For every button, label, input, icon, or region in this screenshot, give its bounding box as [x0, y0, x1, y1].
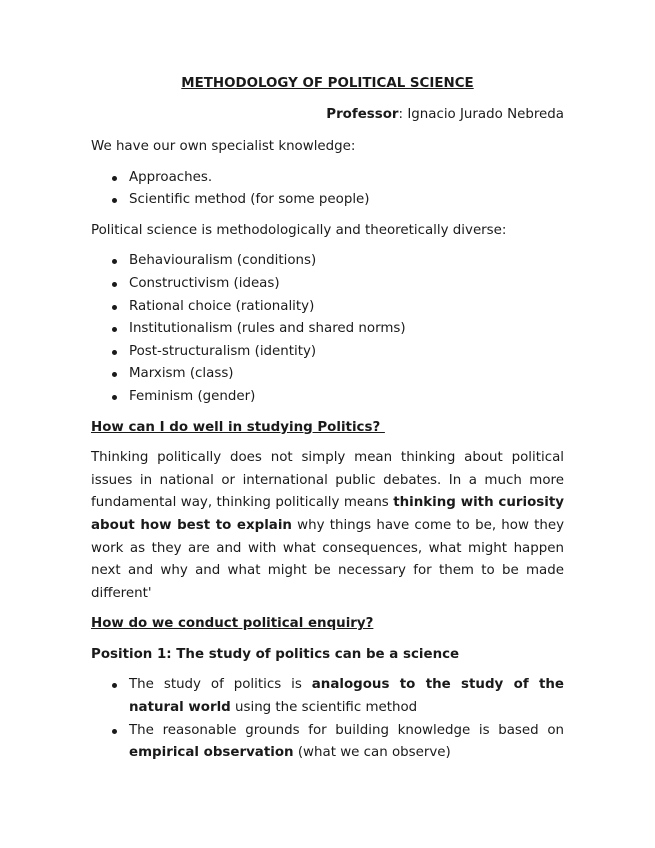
document-title: METHODOLOGY OF POLITICAL SCIENCE	[181, 76, 474, 91]
professor-line	[91, 105, 564, 127]
item-text: The reasonable grounds for building knowledge is based on	[129, 722, 564, 738]
item-emphasis: analogous to the study of the natural world	[129, 677, 564, 716]
list-item: Constructivism (ideas)	[91, 273, 564, 296]
position-1-list	[91, 674, 564, 764]
item-text: The study of politics is	[129, 677, 312, 693]
thinking-text-1: Thinking politically does not simply mean thinking about political issues in national or international public debates. In a much more fundamental way, thinking politically means	[91, 450, 564, 511]
list-item: Scientific method (for some people)	[91, 189, 564, 212]
item-emphasis: empirical observation	[129, 745, 294, 761]
list-item	[91, 674, 564, 719]
list-item: Rational choice (rationality)	[91, 296, 564, 319]
thinking-paragraph	[91, 447, 564, 605]
professor-name: : Ignacio Jurado Nebreda	[398, 107, 564, 122]
item-text: (what we can observe)	[293, 745, 451, 761]
list-item: Post-structuralism (identity)	[91, 341, 564, 364]
heading-study-well: How can I do well in studying Politics?	[91, 419, 385, 435]
list-item: Behaviouralism (conditions)	[91, 250, 564, 273]
list-item: Institutionalism (rules and shared norms)	[91, 318, 564, 341]
approaches-list	[91, 250, 564, 408]
list-item: Marxism (class)	[91, 363, 564, 386]
list-item	[91, 720, 564, 765]
professor-label: Professor	[326, 107, 399, 122]
list-item: Approaches.	[91, 167, 564, 190]
heading-political-enquiry: How do we conduct political enquiry?	[91, 616, 374, 632]
thinking-emphasis: thinking with curiosity about how best to explain	[91, 495, 564, 533]
intro-paragraph: We have our own specialist knowledge:	[91, 139, 356, 154]
intro-list	[91, 167, 564, 212]
diverse-paragraph: Political science is methodologically and theoretically diverse:	[91, 222, 507, 238]
position-1-heading: Position 1: The study of politics can be a science	[91, 646, 460, 662]
document-body	[91, 74, 564, 765]
thinking-text-2: why things have come to be, how they work as they are and with what consequences, what might happen next and why and what might be necessary for them to be made different'	[91, 517, 564, 601]
list-item: Feminism (gender)	[91, 386, 564, 409]
item-text: using the scientific method	[230, 700, 418, 716]
